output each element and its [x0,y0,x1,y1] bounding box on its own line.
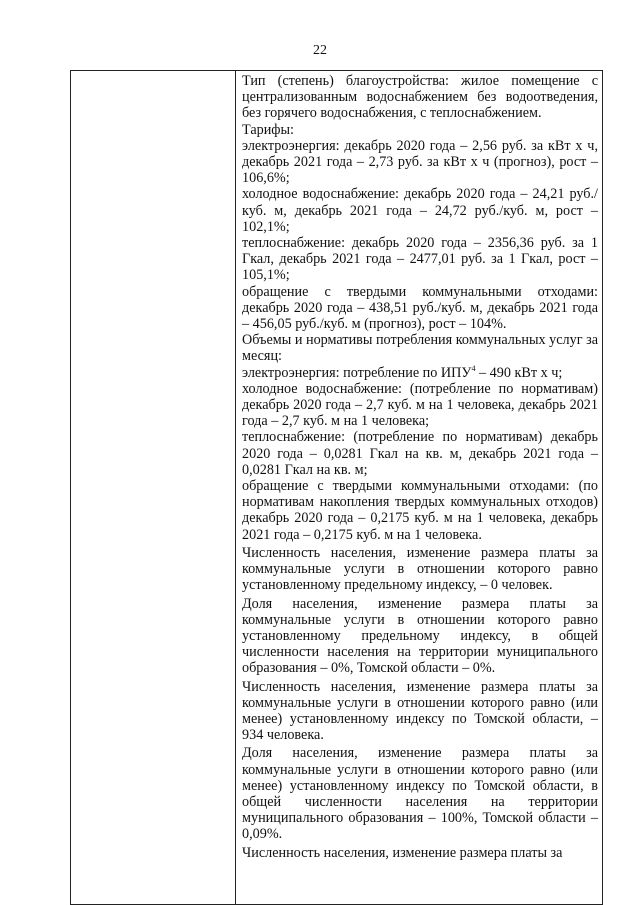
paragraph-tariff-heating: теплоснабжение: декабрь 2020 года – 2356,36 руб. за 1 Гкал, декабрь 2021 года – 2477,01 руб. за 1 Гкал, рост – 105,1%; [242,235,598,284]
paragraph-volumes-heading: Объемы и нормативы потребления коммунальных услуг за месяц: [242,332,598,365]
cell-text [236,71,602,861]
table-row [71,71,603,905]
footnote-marker: 4 [471,363,476,373]
ipu-value: – 490 кВт х ч; [475,364,563,381]
paragraph-share-regional-index: Доля населения, изменение размера платы за коммунальные услуги в отношении которого равно (или менее) установленному индексу по Томской области, в общей численности населения на территории муниципального образования – 100%, Томской области – 0,09%. [242,745,598,843]
paragraph-population-limit-index: Численность населения, изменение размера платы за коммунальные услуги в отношении которого равно установленному предельному индексу, – 0 человек. [242,544,598,594]
paragraph-tariff-cold-water: холодное водоснабжение: декабрь 2020 года – 24,21 руб./куб. м, декабрь 2021 года – 24,72 руб./куб. м, рост – 102,1%; [242,186,598,235]
paragraph-tariffs-heading: Тарифы: [242,121,294,138]
paragraph-volume-heating: теплоснабжение: (потребление по нормативам) декабрь 2020 года – 0,0281 Гкал на кв. м, декабрь 2021 года – 0,0281 Гкал на кв. м; [242,429,598,478]
right-column-cell [236,71,603,905]
paragraph-tariff-waste: обращение с твердыми коммунальными отходами: декабрь 2020 года – 438,51 руб./куб. м, декабрь 2021 года – 456,05 руб./куб. м (прогноз), рост – 104%. [242,283,598,333]
left-column-cell [71,71,236,905]
document-table [70,70,603,905]
paragraph-volume-cold-water: холодное водоснабжение: (потребление по нормативам) декабрь 2020 года – 2,7 куб. м на 1 человека, декабрь 2021 года – 2,7 куб. м на 1 человека; [242,380,598,430]
paragraph-tariff-electricity: электроэнергия: декабрь 2020 года – 2,56 руб. за кВт х ч, декабрь 2021 года – 2,73 руб. за кВт х ч (прогноз), рост – 106,6%; [242,137,598,187]
paragraph-volume-electricity [242,365,598,381]
paragraph-share-limit-index: Доля населения, изменение размера платы за коммунальные услуги в отношении которого равно установленному предельному индексу, в общей численности населения на территории муниципального образования – 0%, Томской области – 0%. [242,595,598,677]
paragraph-volume-waste: обращение с твердыми коммунальными отходами: (по нормативам накопления твердых коммунальных отходов) декабрь 2020 года – 0,2175 куб. м на 1 человека, декабрь 2021 года – 0,2175 куб. м на 1 человека. [242,478,598,543]
paragraph-population-regional-index: Численность населения, изменение размера платы за коммунальные услуги в отношении которого равно (или менее) установленному индексу по Томской области, – 934 человека. [242,678,598,744]
paragraph-population-continued: Численность населения, изменение размера платы за [242,844,563,861]
page-number: 22 [313,43,327,58]
paragraph-improvement-type: Тип (степень) благоустройства: жилое помещение с централизованным водоснабжением без водоотведения, без горячего водоснабжения, с теплоснабжением. [242,73,598,122]
ipu-text: электроэнергия: потребление по ИПУ [242,364,472,381]
